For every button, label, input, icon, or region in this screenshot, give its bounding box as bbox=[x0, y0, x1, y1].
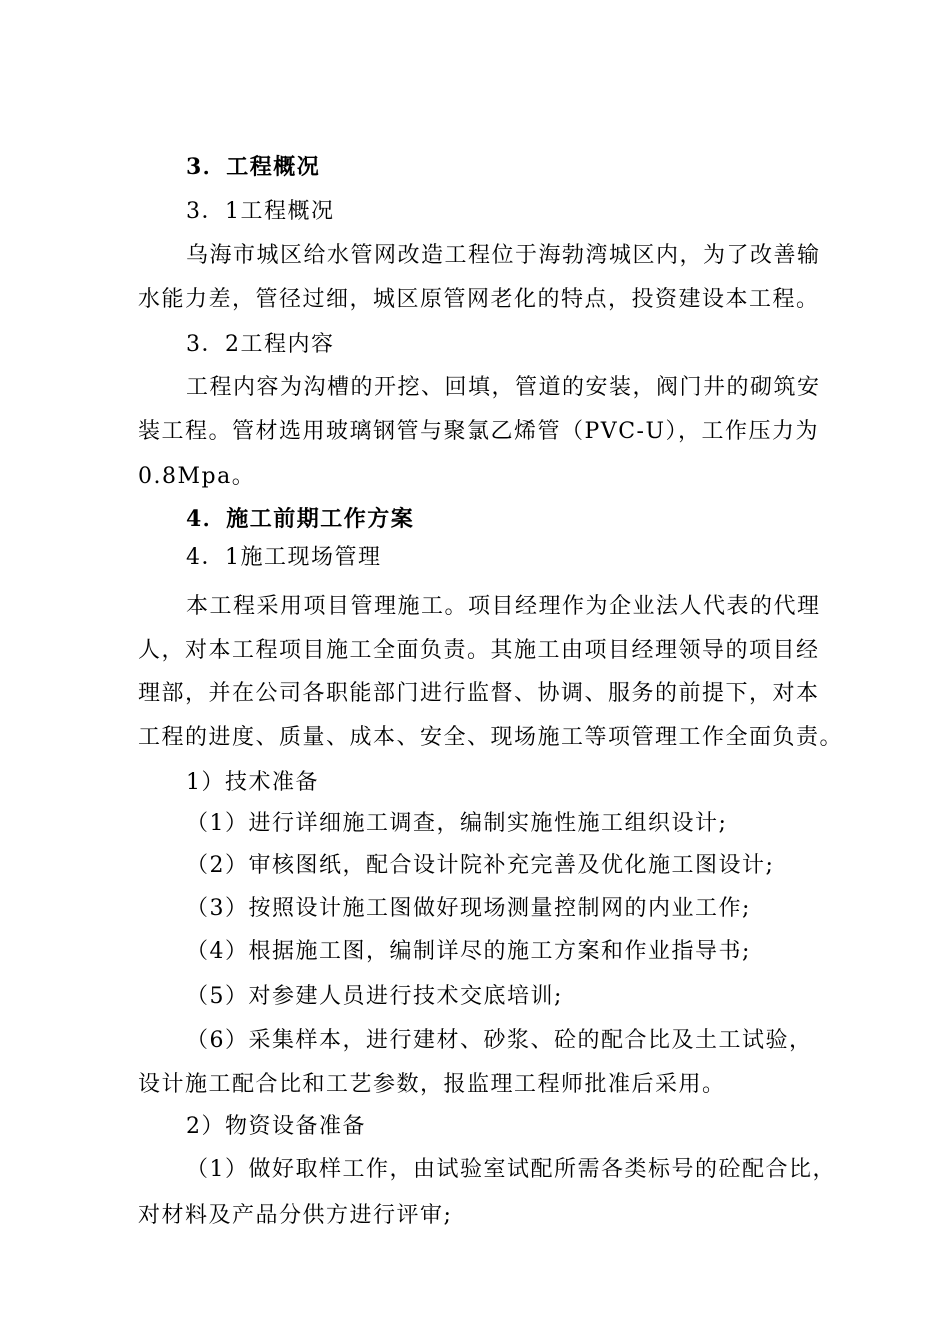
list-heading-technical-preparation: 1）技术准备 bbox=[186, 770, 319, 795]
paragraph-line: 工程内容为沟槽的开挖、回填，管道的安装，阀门井的砌筑安 bbox=[186, 375, 821, 400]
section-heading-4: 4．施工前期工作方案 bbox=[186, 506, 415, 532]
paragraph-line: 0.8Mpa。 bbox=[138, 464, 256, 489]
section-heading-3: 3．工程概况 bbox=[186, 154, 321, 180]
paragraph-line: 人，对本工程项目施工全面负责。其施工由项目经理领导的项目经 bbox=[138, 638, 820, 663]
list-item: （2）审核图纸，配合设计院补充完善及优化施工图设计; bbox=[186, 853, 775, 878]
paragraph-line: 装工程。管材选用玻璃钢管与聚氯乙烯管（PVC-U），工作压力为 bbox=[138, 419, 820, 444]
paragraph-line: 本工程采用项目管理施工。项目经理作为企业法人代表的代理 bbox=[186, 594, 821, 619]
list-item: （3）按照设计施工图做好现场测量控制网的内业工作; bbox=[186, 896, 751, 921]
subsection-heading-4-1: 4．1施工现场管理 bbox=[186, 545, 382, 570]
list-item: （4）根据施工图，编制详尽的施工方案和作业指导书; bbox=[186, 939, 751, 964]
paragraph-line: 水能力差，管径过细，城区原管网老化的特点，投资建设本工程。 bbox=[138, 287, 820, 312]
list-item-continuation: 对材料及产品分供方进行评审; bbox=[138, 1203, 453, 1228]
list-item: （1）做好取样工作，由试验室试配所需各类标号的砼配合比， bbox=[186, 1157, 836, 1182]
list-item: （5）对参建人员进行技术交底培训; bbox=[186, 984, 563, 1009]
list-item-continuation: 设计施工配合比和工艺参数，报监理工程师批准后采用。 bbox=[138, 1072, 726, 1097]
paragraph-line: 工程的进度、质量、成本、安全、现场施工等项管理工作全面负责。 bbox=[138, 725, 844, 750]
list-item: （6）采集样本，进行建材、砂浆、砼的配合比及土工试验， bbox=[186, 1028, 813, 1053]
subsection-heading-3-1: 3．1工程概况 bbox=[186, 199, 335, 224]
paragraph-line: 理部，并在公司各职能部门进行监督、协调、服务的前提下，对本 bbox=[138, 681, 820, 706]
subsection-heading-3-2: 3．2工程内容 bbox=[186, 332, 335, 357]
paragraph-line: 乌海市城区给水管网改造工程位于海勃湾城区内，为了改善输 bbox=[186, 243, 821, 268]
list-heading-material-preparation: 2）物资设备准备 bbox=[186, 1114, 366, 1139]
list-item: （1）进行详细施工调查，编制实施性施工组织设计; bbox=[186, 811, 728, 836]
